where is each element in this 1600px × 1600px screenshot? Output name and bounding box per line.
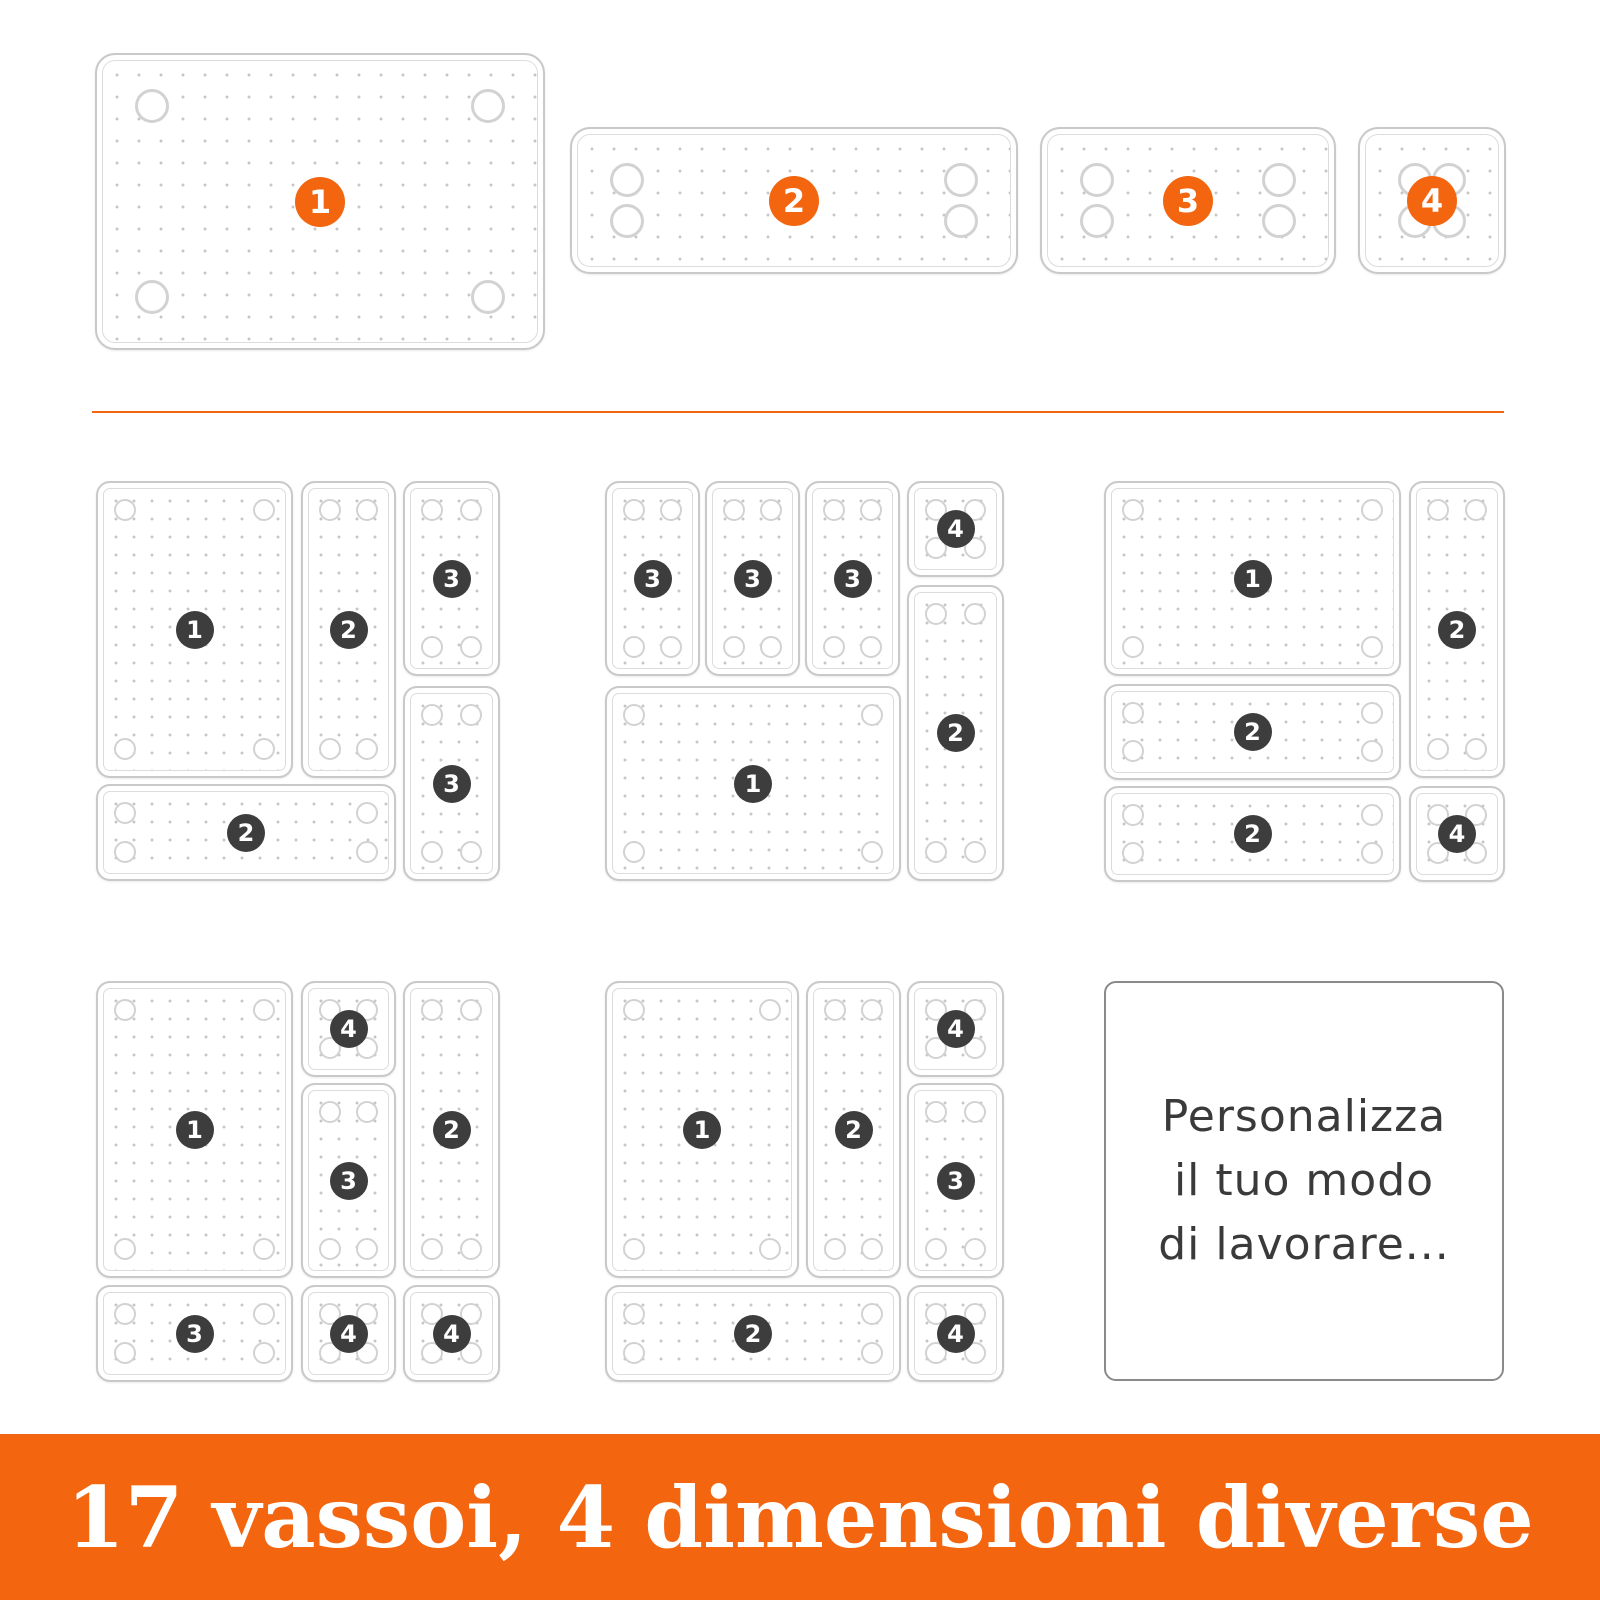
size-badge: 3 xyxy=(734,560,772,598)
tray-foot xyxy=(1080,204,1114,238)
tray-foot xyxy=(356,802,378,824)
tray-foot xyxy=(610,204,644,238)
tray-foot xyxy=(925,603,947,625)
tray-foot xyxy=(760,499,782,521)
tray-foot xyxy=(356,1101,378,1123)
size-badge: 2 xyxy=(835,1111,873,1149)
tray xyxy=(1104,786,1401,882)
tray-foot xyxy=(356,841,378,863)
tray-foot xyxy=(861,841,883,863)
tray-foot xyxy=(114,738,136,760)
size-badge: 3 xyxy=(176,1315,214,1353)
tray-foot xyxy=(925,1101,947,1123)
tray-foot xyxy=(1361,636,1383,658)
tray xyxy=(1104,481,1401,676)
tray-foot xyxy=(421,636,443,658)
tray-foot xyxy=(861,1342,883,1364)
tray-foot xyxy=(861,1238,883,1260)
tray-foot xyxy=(253,738,275,760)
tray xyxy=(1409,481,1505,778)
tray-foot xyxy=(860,636,882,658)
size-badge: 1 xyxy=(683,1111,721,1149)
size-badge: 4 xyxy=(1438,815,1476,853)
size-badge: 2 xyxy=(433,1111,471,1149)
tray-foot xyxy=(944,204,978,238)
tray-foot xyxy=(944,163,978,197)
tray-foot xyxy=(861,999,883,1021)
tray-foot xyxy=(759,999,781,1021)
tray xyxy=(907,1285,1004,1382)
tray-foot xyxy=(460,704,482,726)
tray-foot xyxy=(421,999,443,1021)
tray xyxy=(96,1285,293,1382)
tray-foot xyxy=(1361,740,1383,762)
tray-foot xyxy=(135,89,169,123)
tray-foot xyxy=(925,1238,947,1260)
tray-foot xyxy=(1122,740,1144,762)
customize-note-box xyxy=(1104,981,1504,1381)
tray-foot xyxy=(356,499,378,521)
tray-foot xyxy=(356,738,378,760)
tray-foot xyxy=(1122,499,1144,521)
tray-size-1 xyxy=(95,53,545,350)
tray-foot xyxy=(114,841,136,863)
tray-foot xyxy=(623,999,645,1021)
size-badge: 4 xyxy=(330,1010,368,1048)
tray-foot xyxy=(964,841,986,863)
tray-foot xyxy=(623,499,645,521)
size-badge: 1 xyxy=(176,1111,214,1149)
tray-foot xyxy=(824,1238,846,1260)
tray xyxy=(1104,684,1401,780)
tray-foot xyxy=(460,999,482,1021)
tray-foot xyxy=(623,1303,645,1325)
tray-foot xyxy=(1122,804,1144,826)
size-badge: 1 xyxy=(295,177,345,227)
tray-foot xyxy=(623,704,645,726)
tray-foot xyxy=(421,841,443,863)
customize-note-text: Personalizza il tuo modo di lavorare... xyxy=(1158,1091,1450,1270)
tray-foot xyxy=(1262,163,1296,197)
tray-foot xyxy=(1427,738,1449,760)
tray xyxy=(605,981,799,1278)
size-badge: 2 xyxy=(769,176,819,226)
size-badge: 2 xyxy=(937,714,975,752)
tray-foot xyxy=(823,499,845,521)
tray-foot xyxy=(253,1238,275,1260)
size-badge: 2 xyxy=(1438,611,1476,649)
size-badge: 4 xyxy=(937,1315,975,1353)
size-badge: 3 xyxy=(433,765,471,803)
tray-foot xyxy=(623,1238,645,1260)
tray-foot xyxy=(964,603,986,625)
tray-foot xyxy=(610,163,644,197)
tray xyxy=(96,981,293,1278)
tray-foot xyxy=(421,499,443,521)
tray-foot xyxy=(860,499,882,521)
tray xyxy=(403,686,500,881)
size-badge: 2 xyxy=(734,1315,772,1353)
tray xyxy=(301,1083,396,1278)
tray-foot xyxy=(723,636,745,658)
tray-foot xyxy=(471,280,505,314)
tray-foot xyxy=(421,1238,443,1260)
tray-foot xyxy=(114,999,136,1021)
tray-foot xyxy=(460,841,482,863)
tray-foot xyxy=(253,1342,275,1364)
tray-foot xyxy=(964,1238,986,1260)
tray-foot xyxy=(356,1238,378,1260)
tray-foot xyxy=(925,841,947,863)
tray-foot xyxy=(253,999,275,1021)
tray-foot xyxy=(1080,163,1114,197)
tray-foot xyxy=(253,1303,275,1325)
tray xyxy=(806,981,901,1278)
tray xyxy=(907,981,1004,1077)
tray-foot xyxy=(1465,738,1487,760)
tray xyxy=(403,1285,500,1382)
size-badge: 4 xyxy=(433,1315,471,1353)
tray-foot xyxy=(759,1238,781,1260)
tray-foot xyxy=(114,802,136,824)
tray-foot xyxy=(319,738,341,760)
tray-size-4 xyxy=(1358,127,1506,274)
tray-foot xyxy=(623,636,645,658)
tray-foot xyxy=(1122,702,1144,724)
tray xyxy=(805,481,900,676)
size-badge: 1 xyxy=(734,765,772,803)
size-badge: 2 xyxy=(1234,713,1272,751)
tray-foot xyxy=(1465,499,1487,521)
size-badge: 3 xyxy=(634,560,672,598)
tray-foot xyxy=(823,636,845,658)
tray-foot xyxy=(824,999,846,1021)
tray xyxy=(96,481,293,778)
tray xyxy=(605,686,901,881)
tray-foot xyxy=(964,1101,986,1123)
tray xyxy=(705,481,800,676)
tray xyxy=(907,585,1004,881)
tray-foot xyxy=(1122,842,1144,864)
tray-foot xyxy=(114,499,136,521)
tray-foot xyxy=(319,1238,341,1260)
tray-foot xyxy=(135,280,169,314)
headline-text: 17 vassoi, 4 dimensioni diverse xyxy=(66,1467,1534,1567)
tray xyxy=(605,1285,901,1382)
tray-foot xyxy=(114,1342,136,1364)
tray xyxy=(605,481,700,676)
size-badge: 2 xyxy=(1234,815,1272,853)
tray-foot xyxy=(460,636,482,658)
size-badge: 4 xyxy=(330,1315,368,1353)
size-badge: 3 xyxy=(937,1162,975,1200)
tray-foot xyxy=(319,499,341,521)
size-badge: 4 xyxy=(1407,176,1457,226)
tray-foot xyxy=(460,1238,482,1260)
tray-foot xyxy=(660,499,682,521)
tray xyxy=(907,1083,1004,1278)
section-divider xyxy=(92,411,1504,413)
tray-foot xyxy=(1427,499,1449,521)
tray-foot xyxy=(1361,842,1383,864)
tray xyxy=(96,784,396,881)
tray-foot xyxy=(1262,204,1296,238)
tray-size-2 xyxy=(570,127,1018,274)
size-badge: 3 xyxy=(834,560,872,598)
tray-foot xyxy=(114,1303,136,1325)
size-badge: 2 xyxy=(227,814,265,852)
headline-banner xyxy=(0,1434,1600,1600)
tray xyxy=(907,481,1004,577)
tray-foot xyxy=(114,1238,136,1260)
size-badge: 4 xyxy=(937,510,975,548)
tray xyxy=(403,481,500,676)
tray xyxy=(1409,786,1505,882)
tray-foot xyxy=(861,1303,883,1325)
tray xyxy=(301,1285,396,1382)
size-badge: 1 xyxy=(176,611,214,649)
tray xyxy=(301,481,396,778)
tray-foot xyxy=(623,841,645,863)
tray-foot xyxy=(319,1101,341,1123)
tray-foot xyxy=(1122,636,1144,658)
size-badge: 3 xyxy=(1163,176,1213,226)
tray-foot xyxy=(723,499,745,521)
size-badge: 3 xyxy=(433,560,471,598)
tray-foot xyxy=(660,636,682,658)
size-badge: 3 xyxy=(330,1162,368,1200)
tray-foot xyxy=(1361,702,1383,724)
tray-foot xyxy=(861,704,883,726)
tray-foot xyxy=(253,499,275,521)
tray-foot xyxy=(1361,804,1383,826)
size-badge: 4 xyxy=(937,1010,975,1048)
tray-foot xyxy=(471,89,505,123)
tray-foot xyxy=(760,636,782,658)
tray-foot xyxy=(623,1342,645,1364)
tray xyxy=(403,981,500,1278)
tray-foot xyxy=(460,499,482,521)
size-badge: 1 xyxy=(1234,560,1272,598)
tray-size-3 xyxy=(1040,127,1336,274)
tray xyxy=(301,981,396,1077)
tray-foot xyxy=(1361,499,1383,521)
tray-foot xyxy=(421,704,443,726)
size-badge: 2 xyxy=(330,611,368,649)
